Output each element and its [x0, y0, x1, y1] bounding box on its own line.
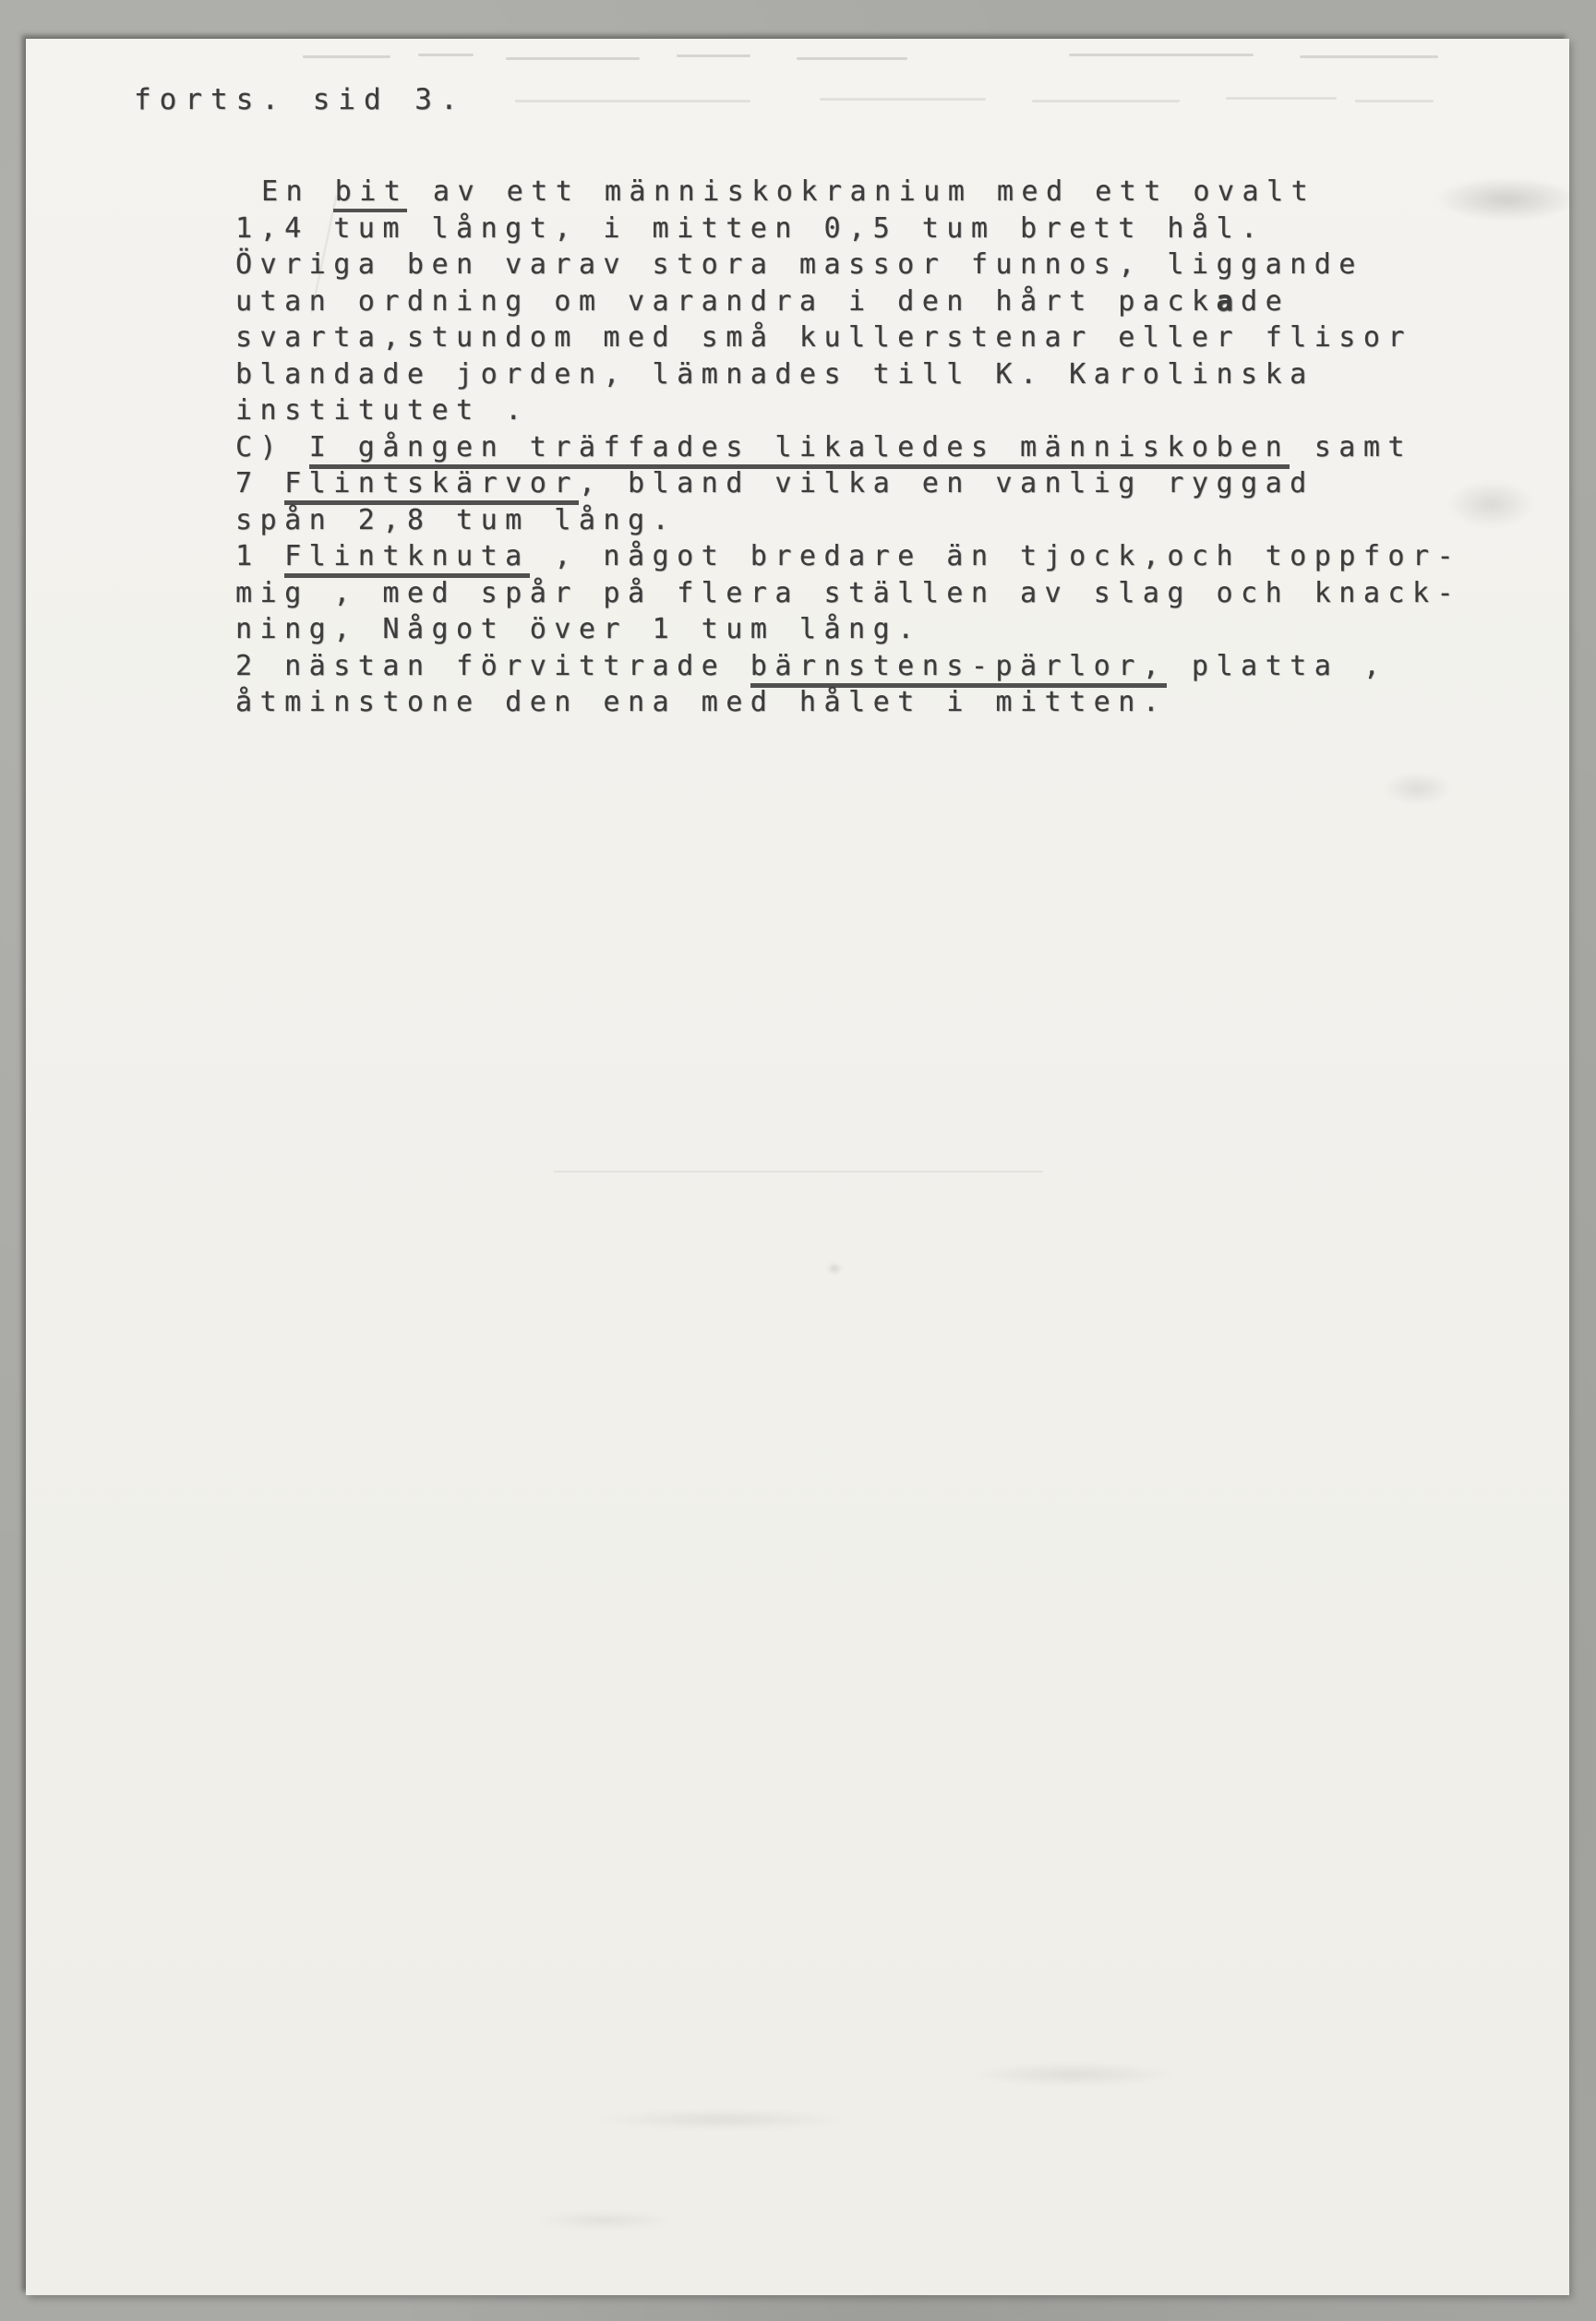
- text-line: [235, 319, 1461, 356]
- bleed-through-mark: [1383, 772, 1452, 805]
- scanned-paper-sheet: [26, 39, 1569, 2295]
- text-segment: 7: [235, 467, 285, 499]
- underlined-text: I gången träffades likaledes människoben: [309, 431, 1290, 469]
- underlined-text: Flintknuta: [284, 540, 530, 578]
- text-line: [235, 210, 1461, 247]
- bleed-through-mark: [1435, 177, 1578, 222]
- text-segment: a: [1216, 284, 1242, 318]
- bleed-through-mark: [1355, 100, 1434, 102]
- bleed-through-mark: [515, 100, 750, 102]
- bleed-through-mark: [827, 1263, 842, 1274]
- bleed-through-mark: [303, 55, 390, 58]
- bleed-through-mark: [1226, 97, 1337, 100]
- text-segment: Övriga ben varav stora massor funnos, liggande: [235, 248, 1363, 281]
- bleed-through-mark: [1069, 54, 1254, 56]
- bleed-through-mark: [591, 2109, 854, 2131]
- text-line: [235, 684, 1461, 721]
- bleed-through-mark: [506, 57, 640, 60]
- text-segment: utan ordning om varandra i den hårt pack: [235, 284, 1217, 318]
- bleed-through-mark: [1032, 100, 1180, 102]
- text-line: [235, 174, 1461, 210]
- text-segment: ning, Något över 1 tum lång.: [235, 613, 922, 645]
- text-line: [235, 247, 1461, 283]
- bleed-through-mark: [969, 2062, 1177, 2086]
- text-segment: , något bredare än tjock,och toppfor-: [529, 540, 1462, 572]
- text-segment: institutet .: [235, 394, 530, 427]
- text-line: [235, 575, 1461, 612]
- bleed-through-mark: [797, 57, 907, 60]
- text-segment: åtminstone den ena med hålet i mitten.: [235, 686, 1168, 718]
- underlined-text: bärnstens-pärlor,: [750, 650, 1168, 688]
- text-line: [235, 429, 1461, 466]
- text-segment: En bit av ett människokranium med ett ovalt: [261, 175, 1316, 208]
- text-segment: , bland vilka en vanlig ryggad: [578, 467, 1314, 499]
- bleed-through-mark: [535, 2210, 674, 2231]
- overlined-text: tum: [333, 209, 407, 245]
- underlined-text: Flintskärvor: [284, 467, 579, 505]
- typewritten-lines: [235, 174, 1461, 721]
- bleed-through-mark: [820, 98, 986, 101]
- text-segment: spån 2,8 tum lång.: [235, 503, 678, 536]
- text-segment: 1,4: [235, 211, 334, 245]
- text-line: [235, 648, 1461, 685]
- text-segment: blandade jorden, lämnades till K. Karolinska: [235, 357, 1314, 391]
- text-segment: 1: [235, 540, 285, 572]
- text-segment: platta ,: [1167, 649, 1388, 682]
- text-segment: mig , med spår på flera ställen av slag och knack-: [235, 576, 1462, 609]
- text-line: [235, 465, 1461, 502]
- text-line: [235, 502, 1461, 539]
- text-line: [235, 611, 1461, 648]
- text-segment: de: [1241, 284, 1290, 318]
- bleed-through-mark: [1300, 55, 1438, 58]
- text-line: [235, 538, 1461, 575]
- bleed-through-mark: [1447, 480, 1535, 528]
- text-segment: C): [235, 430, 309, 463]
- text-segment: långt, i mitten 0,5 tum brett hål.: [406, 211, 1266, 245]
- text-segment: svarta,stundom med små kullerstenar eller flisor: [235, 321, 1412, 354]
- page-header: forts. sid 3.: [134, 83, 466, 116]
- bleed-through-mark: [418, 54, 474, 56]
- text-line: [235, 283, 1461, 320]
- text-line: [235, 356, 1461, 393]
- text-segment: samt: [1290, 430, 1412, 463]
- text-segment: 2 nästan förvittrade: [235, 649, 750, 682]
- bleed-through-mark: [554, 1171, 1043, 1173]
- bleed-through-mark: [677, 54, 750, 57]
- text-line: [235, 392, 1461, 429]
